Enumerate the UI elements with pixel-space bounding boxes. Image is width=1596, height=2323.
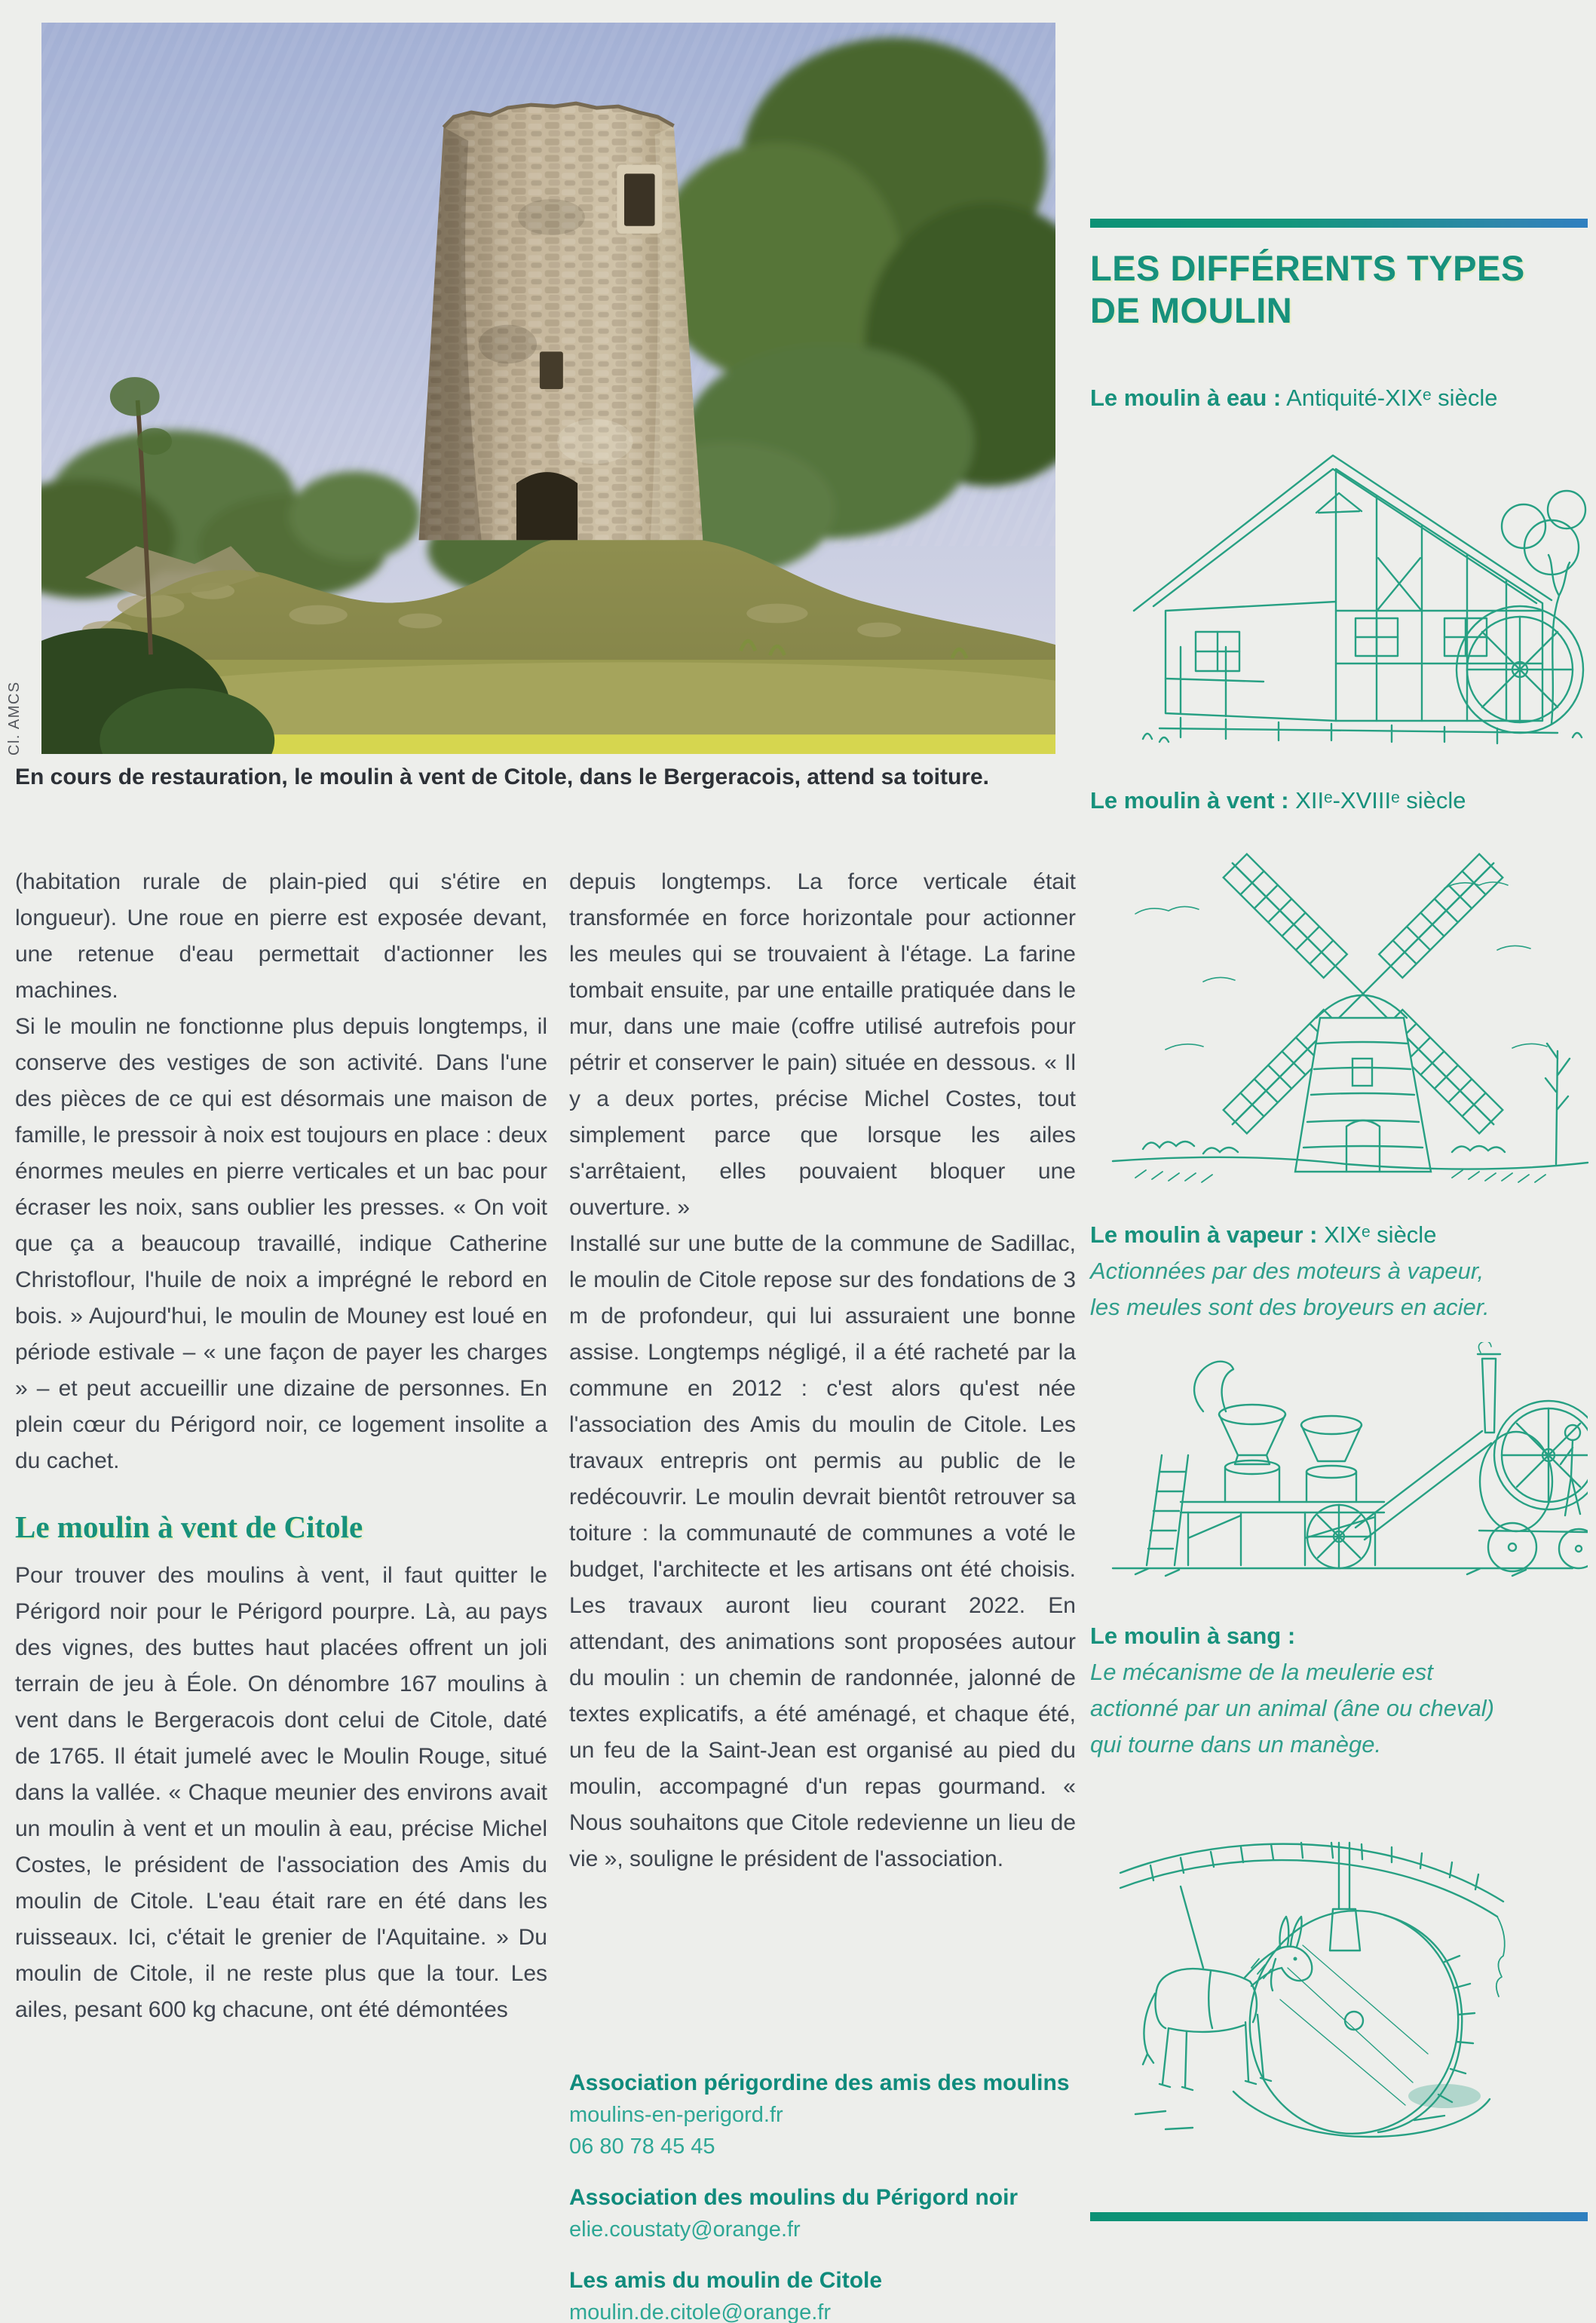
article-column-left bbox=[15, 864, 547, 2028]
contact-email: elie.coustaty@orange.fr bbox=[569, 2217, 801, 2242]
section-heading-water-mill: Le moulin à eau : Antiquité-XIXᵉ siècle bbox=[1090, 385, 1498, 411]
windmill-illustration bbox=[1090, 823, 1596, 1191]
article-paragraph: depuis longtemps. La force verticale était transformée en force horizontale pour actionner les meules qui se trouvaient à l'étage. La farine tombait ensuite, par une entaille pratiquée dans le mur, dans une maie (coffre utilisé autrefois pour pétrir et conserver le pain) située en dessous. « Il y a deux portes, précise Michel Costes, tout simplement parce que lorsque les ailes s'arrêtaient, elles pouvaient bloquer une ouverture. » bbox=[569, 869, 1076, 1220]
sidebar-title: LES DIFFÉRENTS TYPES DE MOULIN bbox=[1090, 248, 1525, 330]
blood-mill-illustration bbox=[1090, 1788, 1512, 2143]
contact-name: Les amis du moulin de Citole bbox=[569, 2268, 883, 2293]
photo-credit: Cl. AMCS bbox=[6, 681, 23, 755]
contact-phone: 06 80 78 45 45 bbox=[569, 2135, 715, 2159]
article-paragraph: (habitation rurale de plain-pied qui s'étire en longueur). Une roue en pierre est exposée devant, une retenue d'eau permettait d'actionner les machines. bbox=[15, 869, 547, 1003]
water-mill-illustration bbox=[1090, 421, 1588, 745]
sidebar-mill-types bbox=[1090, 219, 1588, 2221]
contact-association-perigord-noir bbox=[569, 2182, 1076, 2245]
contact-name: Association périgordine des amis des moulins bbox=[569, 2070, 1070, 2095]
contact-email: moulin.de.citole@orange.fr bbox=[569, 2300, 832, 2323]
section-heading-windmill: Le moulin à vent : XIIᵉ-XVIIIᵉ siècle bbox=[1090, 787, 1466, 814]
blood-mill-description-line3: qui tourne dans un manège. bbox=[1090, 1731, 1382, 1758]
article-paragraph: Pour trouver des moulins à vent, il faut quitter le Périgord noir pour le Périgord pourpre. Là, au pays des vignes, des buttes haut placées offrent un joli terrain de jeu à Éole. On dénombre 167 moulins à vent dans le Bergeracois dont celui de Citole, daté de 1765. Il était jumelé avec le Moulin Rouge, situé dans la vallée. « Chaque meunier des environs avait un moulin à vent et un moulin à eau, précise Michel Costes, le président de l'association des Amis du moulin de Citole. L'eau était rare en été dans les ruisseaux. Ici, c'était le grenier de l'Aquitaine. » Du moulin de Citole, il ne reste plus que la tour. Les ailes, pesant 600 kg chacune, ont été démontées bbox=[15, 1563, 547, 2022]
contact-block bbox=[569, 2067, 1076, 2323]
contact-association-perigordine bbox=[569, 2067, 1076, 2162]
sidebar-bottom-rule bbox=[1090, 2212, 1588, 2221]
article-subheading: Le moulin à vent de Citole bbox=[15, 1509, 363, 1544]
section-heading-steam-mill: Le moulin à vapeur : XIXᵉ siècle bbox=[1090, 1221, 1437, 1248]
steam-mill-description-line1: Actionnées par des moteurs à vapeur, bbox=[1090, 1258, 1484, 1284]
contact-website: moulins-en-perigord.fr bbox=[569, 2103, 783, 2127]
article-paragraph: Installé sur une butte de la commune de Sadillac, le moulin de Citole repose sur des fondations de 3 m de profondeur, qui lui assuraient une bonne assise. Longtemps négligé, il a été racheté par la commune en 2012 : c'est alors qu'est née l'association des Amis du moulin de Citole. Les travaux entrepris ont permis au public de le redécouvrir. Le moulin devrait bientôt retrouver sa toiture : la communauté de communes a voté le budget, l'architecte et les artisans ont été choisis. Les travaux auront lieu courant 2022. En attendant, des animations sont proposées autour du moulin : un chemin de randonnée, jalonné de textes explicatifs, a été aménagé, et chaque été, un feu de la Saint-Jean est organisé au pied du moulin, accompagné d'un repas gourmand. « Nous souhaitons que Citole redevienne un lieu de vie », souligne le président de l'association. bbox=[569, 1231, 1076, 1871]
contact-name: Association des moulins du Périgord noir bbox=[569, 2185, 1019, 2210]
contact-amis-moulin-citole bbox=[569, 2265, 1076, 2323]
steam-mill-illustration bbox=[1090, 1342, 1588, 1583]
blood-mill-description-line2: actionné par un animal (âne ou cheval) bbox=[1090, 1695, 1494, 1721]
section-heading-blood-mill: Le moulin à sang : bbox=[1090, 1623, 1296, 1649]
steam-mill-description-line2: les meules sont des broyeurs en acier. bbox=[1090, 1294, 1490, 1320]
article-paragraph: Si le moulin ne fonctionne plus depuis longtemps, il conserve des vestiges de son activité. Dans l'une des pièces de ce qui est désormais une maison de famille, le pressoir à noix est toujours en place : deux énormes meules en pierre verticales et un bac pour écraser les noix, sans oublier les presses. « On voit que ça a beaucoup travaillé, indique Catherine Christoflour, l'huile de noix a imprégné le rebord en bois. » Aujourd'hui, le moulin de Mouney est loué en période estivale – « une façon de payer les charges » – et peut accueillir une dizaine de personnes. En plein cœur du Périgord noir, ce logement insolite a du cachet. bbox=[15, 1014, 547, 1473]
sidebar-top-rule bbox=[1090, 219, 1588, 228]
photo-illustration bbox=[41, 23, 1055, 754]
article-column-middle bbox=[569, 864, 1076, 1877]
blood-mill-description-line1: Le mécanisme de la meulerie est bbox=[1090, 1659, 1433, 1685]
photo-windmill-tower bbox=[41, 23, 1055, 754]
photo-caption: En cours de restauration, le moulin à vent de Citole, dans le Bergeracois, attend sa toiture. bbox=[15, 765, 989, 789]
